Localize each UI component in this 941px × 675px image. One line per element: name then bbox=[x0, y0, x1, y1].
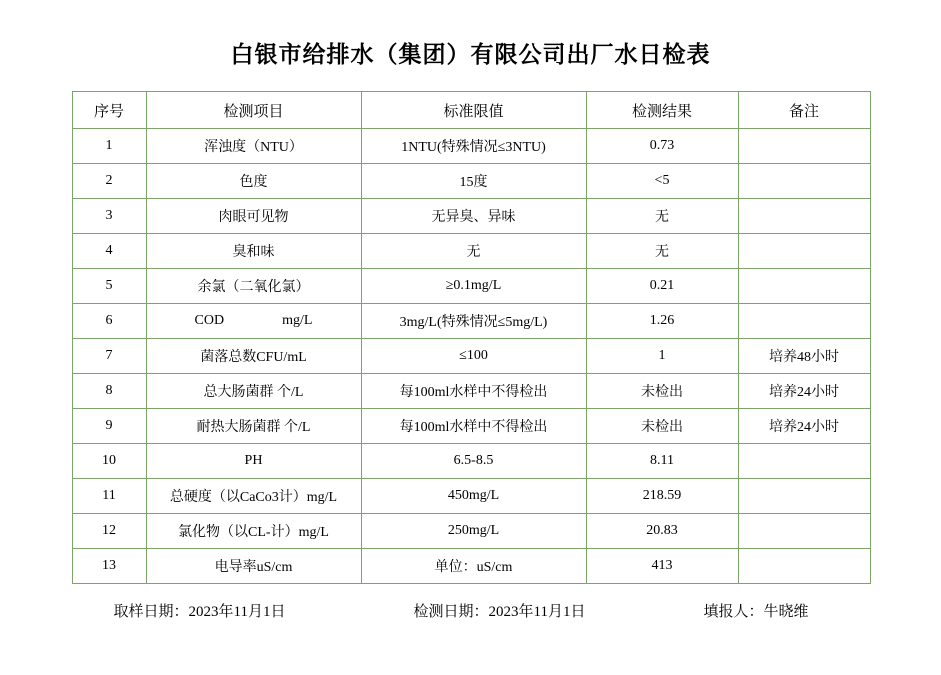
row-standard: 6.5-8.5 bbox=[361, 444, 586, 479]
row-note bbox=[738, 479, 870, 514]
table-row bbox=[72, 444, 870, 479]
row-item-unit: mg/L bbox=[282, 313, 313, 328]
row-note bbox=[738, 269, 870, 304]
footer-row bbox=[72, 600, 870, 621]
table-row bbox=[72, 234, 870, 269]
table-row bbox=[72, 304, 870, 339]
row-item: 菌落总数CFU/mL bbox=[146, 339, 361, 374]
table-row bbox=[72, 199, 870, 234]
row-item: 浑浊度（NTU） bbox=[146, 129, 361, 164]
table-row bbox=[72, 549, 870, 584]
row-standard: 每100ml水样中不得检出 bbox=[361, 374, 586, 409]
row-standard: 1NTU(特殊情况≤3NTU) bbox=[361, 129, 586, 164]
column-header-no: 序号 bbox=[72, 92, 146, 129]
column-header-result: 检测结果 bbox=[586, 92, 738, 129]
test-date: 检测日期：2023年11月1日 bbox=[413, 604, 586, 620]
row-result: 无 bbox=[586, 199, 738, 234]
table-row bbox=[72, 409, 870, 444]
row-note bbox=[738, 549, 870, 584]
table-row bbox=[72, 374, 870, 409]
water-quality-table bbox=[72, 91, 871, 584]
reporter: 填报人：牛晓维 bbox=[703, 604, 809, 620]
row-standard: 450mg/L bbox=[361, 479, 586, 514]
row-result: 未检出 bbox=[586, 374, 738, 409]
row-note: 培养48小时 bbox=[738, 339, 870, 374]
row-no: 5 bbox=[72, 269, 146, 304]
row-note bbox=[738, 304, 870, 339]
row-item: 肉眼可见物 bbox=[146, 199, 361, 234]
table-row bbox=[72, 129, 870, 164]
row-no: 3 bbox=[72, 199, 146, 234]
row-result: 1 bbox=[586, 339, 738, 374]
row-standard: 250mg/L bbox=[361, 514, 586, 549]
row-item: 总大肠菌群 个/L bbox=[146, 374, 361, 409]
row-no: 13 bbox=[72, 549, 146, 584]
row-no: 7 bbox=[72, 339, 146, 374]
row-note bbox=[738, 164, 870, 199]
row-no: 9 bbox=[72, 409, 146, 444]
report-table-container bbox=[72, 91, 870, 584]
row-no: 6 bbox=[72, 304, 146, 339]
table-header-row bbox=[72, 92, 870, 129]
row-no: 12 bbox=[72, 514, 146, 549]
row-standard: 单位：uS/cm bbox=[361, 549, 586, 584]
row-no: 4 bbox=[72, 234, 146, 269]
document-page bbox=[0, 36, 941, 675]
row-no: 10 bbox=[72, 444, 146, 479]
row-result: 未检出 bbox=[586, 409, 738, 444]
row-no: 2 bbox=[72, 164, 146, 199]
row-item: 余氯（二氧化氯） bbox=[146, 269, 361, 304]
row-item: 氯化物（以CL-计）mg/L bbox=[146, 514, 361, 549]
table-row bbox=[72, 339, 870, 374]
table-row bbox=[72, 479, 870, 514]
row-result: 0.21 bbox=[586, 269, 738, 304]
row-result: 20.83 bbox=[586, 514, 738, 549]
row-result: 无 bbox=[586, 234, 738, 269]
row-result: 218.59 bbox=[586, 479, 738, 514]
row-note: 培养24小时 bbox=[738, 409, 870, 444]
row-no: 11 bbox=[72, 479, 146, 514]
sample-date: 取样日期：2023年11月1日 bbox=[113, 604, 286, 620]
row-result: 8.11 bbox=[586, 444, 738, 479]
row-note bbox=[738, 234, 870, 269]
row-item: 耐热大肠菌群 个/L bbox=[146, 409, 361, 444]
row-standard: 15度 bbox=[361, 164, 586, 199]
row-item: 总硬度（以CaCo3计）mg/L bbox=[146, 479, 361, 514]
row-standard: 无 bbox=[361, 234, 586, 269]
column-header-standard: 标准限值 bbox=[361, 92, 586, 129]
row-result: 1.26 bbox=[586, 304, 738, 339]
row-item-label: COD bbox=[194, 313, 225, 328]
row-note bbox=[738, 199, 870, 234]
row-standard: ≥0.1mg/L bbox=[361, 269, 586, 304]
row-item: 电导率uS/cm bbox=[146, 549, 361, 584]
row-note bbox=[738, 514, 870, 549]
table-row bbox=[72, 269, 870, 304]
row-result: 413 bbox=[586, 549, 738, 584]
table-row bbox=[72, 514, 870, 549]
row-standard: ≤100 bbox=[361, 339, 586, 374]
row-result: 0.73 bbox=[586, 129, 738, 164]
row-note bbox=[738, 129, 870, 164]
row-standard: 每100ml水样中不得检出 bbox=[361, 409, 586, 444]
row-note: 培养24小时 bbox=[738, 374, 870, 409]
column-header-note: 备注 bbox=[738, 92, 870, 129]
row-item: PH bbox=[146, 444, 361, 479]
row-note bbox=[738, 444, 870, 479]
row-standard: 无异臭、异味 bbox=[361, 199, 586, 234]
page-title: 白银市给排水（集团）有限公司出厂水日检表 bbox=[230, 42, 711, 67]
row-standard: 3mg/L(特殊情况≤5mg/L) bbox=[361, 304, 586, 339]
row-item: 色度 bbox=[146, 164, 361, 199]
row-no: 8 bbox=[72, 374, 146, 409]
row-no: 1 bbox=[72, 129, 146, 164]
column-header-item: 检测项目 bbox=[146, 92, 361, 129]
row-item: 臭和味 bbox=[146, 234, 361, 269]
row-result: <5 bbox=[586, 164, 738, 199]
table-row bbox=[72, 164, 870, 199]
row-item bbox=[146, 304, 361, 339]
